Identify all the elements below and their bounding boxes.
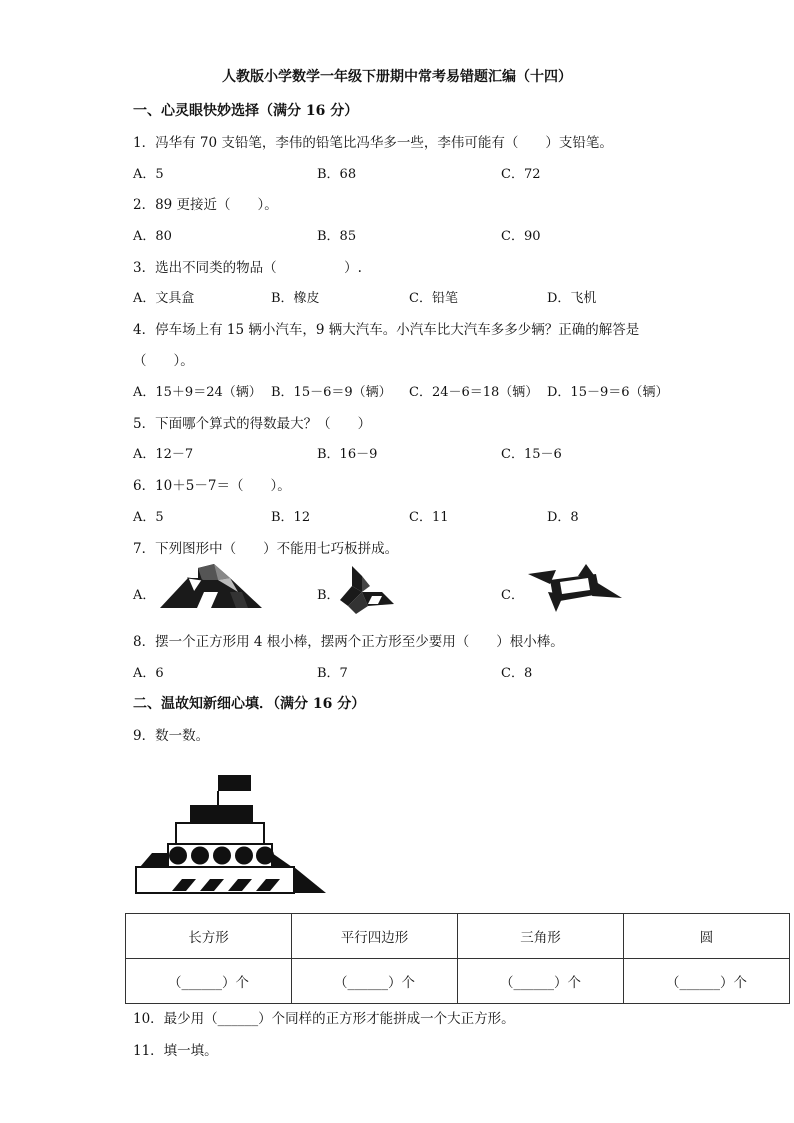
question-10: 10．最少用（______）个同样的正方形才能拼成一个大正方形。 [133,1011,515,1027]
q5-option-c[interactable]: C．15－6 [501,447,562,462]
question-6: 6．10＋5－7＝（ ）。 [133,478,291,494]
q3-option-d[interactable]: D．飞机 [547,291,597,306]
question-9: 9．数一数。 [133,728,210,744]
question-1: 1．冯华有 70 支铅笔，李伟的铅笔比冯华多一些，李伟可能有（ ）支铅笔。 [133,135,613,151]
q4-option-b[interactable]: B．15－6＝9（辆） [271,385,392,400]
question-4-cont: （ ）。 [133,353,194,369]
answer-blank[interactable]: （______）个 [666,975,747,991]
q8-option-b[interactable]: B．7 [317,666,348,681]
q7-option-a[interactable]: A． [133,588,156,603]
answer-triangle[interactable] [458,959,624,1004]
shape-count-table [125,913,790,1004]
q3-option-c[interactable]: C．铅笔 [409,291,458,306]
q3-option-a[interactable]: A．文具盒 [133,291,195,306]
q4-option-c[interactable]: C．24－6＝18（辆） [409,385,539,400]
q7-option-c[interactable]: C． [501,588,524,603]
q8-option-c[interactable]: C．8 [501,666,533,681]
table-header-row [126,914,790,959]
question-8: 8．摆一个正方形用 4 根小棒，摆两个正方形至少要用（ ）根小棒。 [133,634,564,650]
q1-option-c[interactable]: C．72 [501,167,541,182]
answer-blank[interactable]: （______）个 [334,975,415,991]
q1-option-b[interactable]: B．68 [317,167,357,182]
q4-option-d[interactable]: D．15－9＝6（辆） [547,385,669,400]
answer-blank[interactable]: （______）个 [500,975,581,991]
q7-option-b[interactable]: B． [317,588,340,603]
q5-option-b[interactable]: B．16－9 [317,447,378,462]
document-title: 人教版小学数学一年级下册期中常考易错题汇编（十四） [222,69,572,85]
q5-option-a[interactable]: A．12－7 [133,447,194,462]
q2-option-c[interactable]: C．90 [501,229,541,244]
q6-option-b[interactable]: B．12 [271,510,311,525]
tangram-figure-a[interactable] [158,562,264,610]
q2-option-b[interactable]: B．85 [317,229,357,244]
answer-blank[interactable]: （______）个 [168,975,249,991]
table-answer-row [126,959,790,1004]
answer-parallelogram[interactable] [292,959,458,1004]
tangram-figure-c[interactable] [526,562,624,614]
answer-circle[interactable] [624,959,790,1004]
header-circle: 圆 [624,914,790,959]
answer-rectangle[interactable] [126,959,292,1004]
q1-option-a[interactable]: A．5 [133,167,164,182]
question-11: 11．填一填。 [133,1043,218,1059]
header-rectangle: 长方形 [126,914,292,959]
question-2: 2．89 更接近（ ）。 [133,197,278,213]
section-2-heading: 二、温故知新细心填．（满分 16 分） [133,696,366,712]
header-parallelogram: 平行四边形 [292,914,458,959]
tangram-figure-b[interactable] [338,564,396,616]
section-1-heading: 一、心灵眼快妙选择（满分 16 分） [133,103,359,119]
q2-option-a[interactable]: A．80 [133,229,172,244]
q6-option-c[interactable]: C．11 [409,510,449,525]
ship-shapes-figure [134,773,328,897]
question-7: 7．下列图形中（ ）不能用七巧板拼成。 [133,541,399,557]
question-4: 4．停车场上有 15 辆小汽车，9 辆大汽车。小汽车比大汽车多多少辆？正确的解答是 [133,322,640,338]
question-5: 5．下面哪个算式的得数最大？（ ） [133,416,372,432]
header-triangle: 三角形 [458,914,624,959]
q6-option-d[interactable]: D．8 [547,510,579,525]
q6-option-a[interactable]: A．5 [133,510,164,525]
q8-option-a[interactable]: A．6 [133,666,164,681]
q3-option-b[interactable]: B．橡皮 [271,291,320,306]
q4-option-a[interactable]: A．15＋9＝24（辆） [133,385,262,400]
question-3: 3．选出不同类的物品（ ）. [133,260,362,276]
